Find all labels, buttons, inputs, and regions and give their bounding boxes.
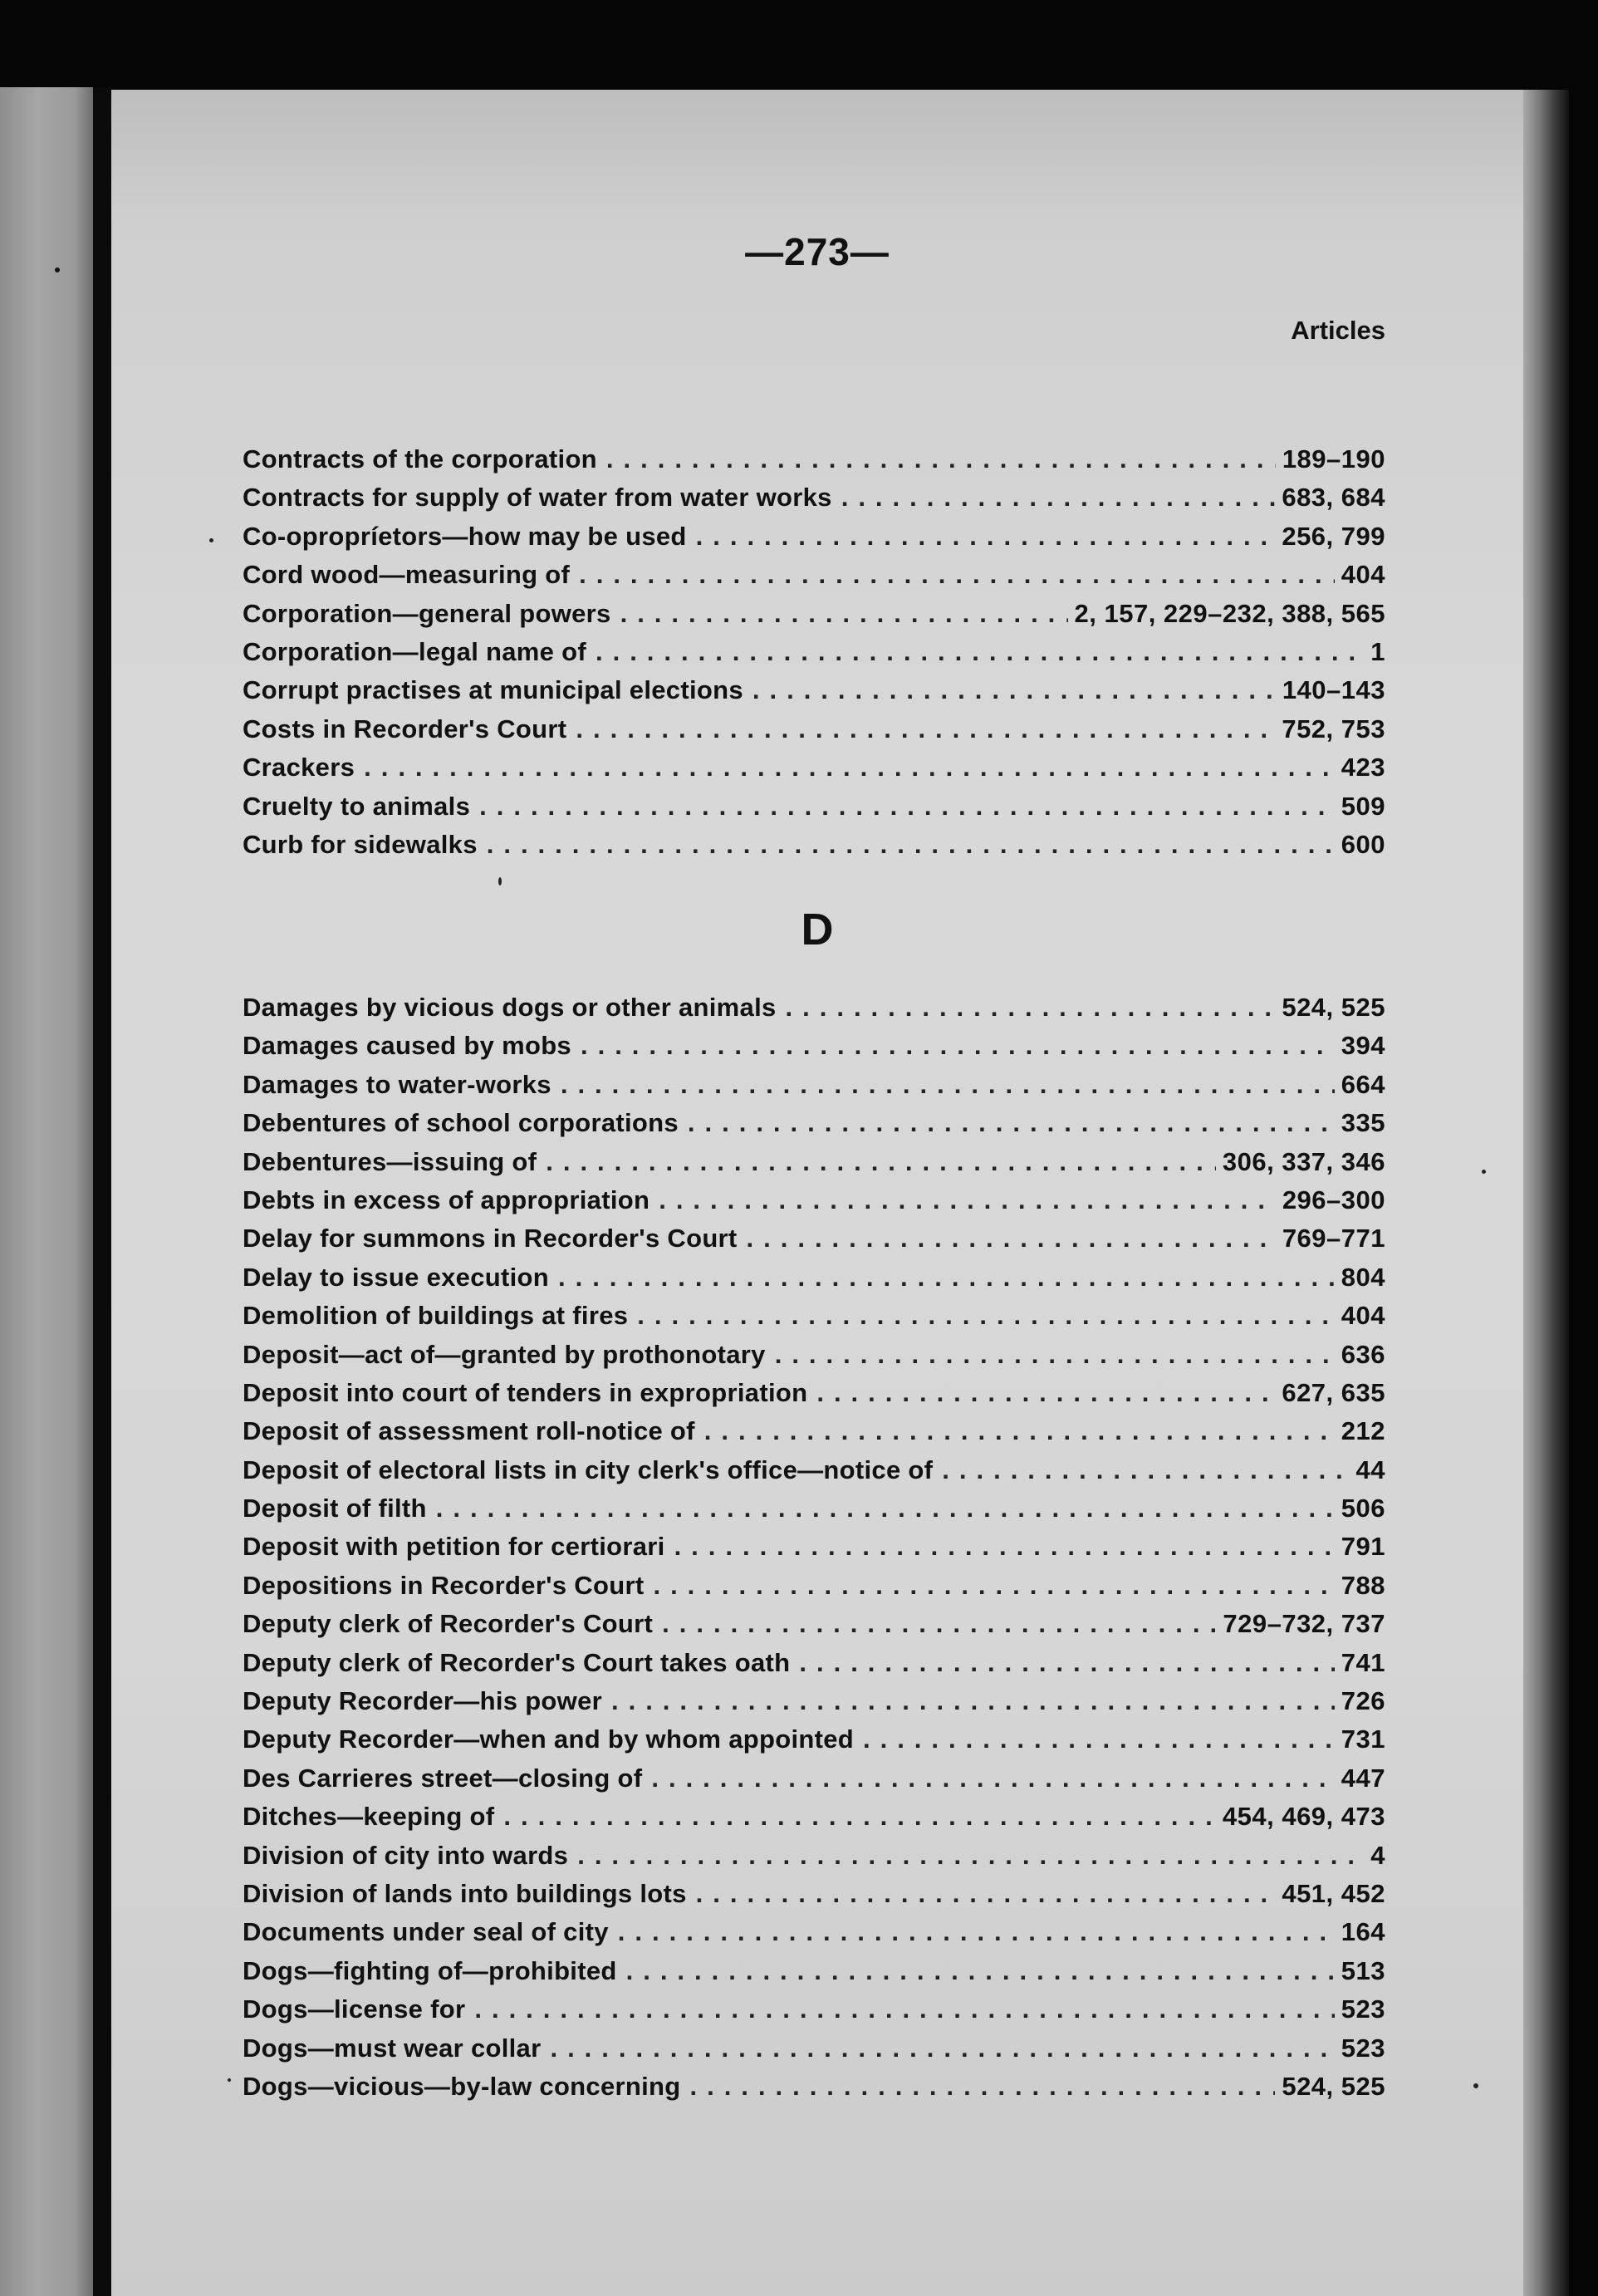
- index-entry: [243, 1185, 1385, 1224]
- index-entry: [243, 1724, 1385, 1763]
- dot-leader: [670, 1534, 1335, 1563]
- index-entry-label: Deputy clerk of Recorder's Court: [243, 1609, 654, 1639]
- scan-speck: [228, 2078, 231, 2082]
- index-entry-label: Depositions in Recorder's Court: [243, 1570, 645, 1600]
- scan-speck: [1473, 2083, 1478, 2088]
- dot-leader: [649, 1573, 1334, 1602]
- index-entry-label: Dogs—must wear collar: [243, 2033, 542, 2063]
- dot-leader: [616, 601, 1068, 630]
- article-reference: 140–143: [1282, 675, 1385, 705]
- index-entry-label: Delay to issue execution: [243, 1262, 549, 1292]
- dot-leader: [684, 1111, 1335, 1140]
- article-reference: 404: [1341, 1301, 1385, 1331]
- dot-leader: [554, 1265, 1335, 1294]
- index-entry: [243, 1263, 1385, 1301]
- index-entry-label: Contracts for supply of water from water works: [243, 483, 832, 513]
- index-entry-label: Damages by vicious dogs or other animals: [243, 993, 777, 1022]
- dot-leader: [692, 524, 1276, 553]
- dot-leader: [614, 1920, 1335, 1949]
- article-reference: 523: [1341, 2033, 1385, 2063]
- article-reference: 404: [1341, 560, 1385, 590]
- scan-speck: [209, 538, 213, 542]
- index-entry-label: Deposit—act of—granted by prothonotary: [243, 1339, 766, 1369]
- index-entry-label: Deputy Recorder—his power: [243, 1686, 602, 1716]
- index-entry-label: Damages to water-works: [243, 1069, 551, 1099]
- article-reference: 2, 157, 229–232, 388, 565: [1074, 598, 1385, 628]
- dot-leader: [771, 1342, 1335, 1371]
- article-reference: 804: [1341, 1262, 1385, 1292]
- article-reference: 729–732, 737: [1223, 1609, 1385, 1639]
- scan-speck: [498, 877, 502, 886]
- index-entry: [243, 714, 1385, 753]
- index-entry: [243, 1455, 1385, 1494]
- index-entry-label: Curb for sidewalks: [243, 829, 478, 859]
- index-entry: [243, 1378, 1385, 1416]
- article-reference: 600: [1341, 829, 1385, 859]
- dot-leader: [483, 832, 1335, 861]
- index-entry-label: Debentures of school corporations: [243, 1108, 679, 1138]
- index-entry-label: Dogs—vicious—by-law concerning: [243, 2071, 681, 2101]
- article-reference: 788: [1341, 1570, 1385, 1600]
- index-entry: [243, 1841, 1385, 1879]
- index-entry: [243, 1340, 1385, 1378]
- index-entry-label: Corrupt practises at municipal elections: [243, 675, 743, 705]
- index-entry-label: Deputy Recorder—when and by whom appointed: [243, 1724, 854, 1754]
- index-entry: [243, 2072, 1385, 2110]
- article-reference: 664: [1341, 1069, 1385, 1099]
- index-entry: [243, 993, 1385, 1031]
- page-right-edge: [1523, 90, 1569, 2296]
- article-reference: 394: [1341, 1031, 1385, 1061]
- dot-leader: [576, 1033, 1335, 1062]
- index-entry: [243, 792, 1385, 830]
- index-entry-label: Contracts of the corporation: [243, 444, 597, 473]
- index-entry-label: Division of lands into buildings lots: [243, 1878, 687, 1908]
- article-reference: 627, 635: [1282, 1377, 1385, 1407]
- dot-leader: [432, 1496, 1335, 1525]
- dot-leader: [591, 640, 1364, 669]
- article-reference: 506: [1341, 1494, 1385, 1523]
- article-reference: 523: [1341, 1994, 1385, 2024]
- section-letter-heading: D: [801, 905, 834, 954]
- index-entry: [243, 444, 1385, 483]
- dot-leader: [622, 1959, 1335, 1988]
- index-entry: [243, 1532, 1385, 1570]
- dot-leader: [499, 1804, 1215, 1833]
- dot-leader: [360, 755, 1335, 784]
- article-reference: 164: [1341, 1917, 1385, 1947]
- dot-leader: [647, 1766, 1334, 1795]
- article-reference: 212: [1341, 1416, 1385, 1446]
- article-reference: 731: [1341, 1724, 1385, 1754]
- index-page: [111, 90, 1523, 2296]
- index-entry: [243, 1994, 1385, 2033]
- index-entry-label: Ditches—keeping of: [243, 1802, 495, 1832]
- index-entry: [243, 1147, 1385, 1185]
- dot-leader: [575, 562, 1335, 591]
- dot-leader: [546, 2036, 1334, 2065]
- article-reference: 423: [1341, 753, 1385, 783]
- article-reference: 769–771: [1282, 1224, 1385, 1253]
- index-entry-label: Costs in Recorder's Court: [243, 714, 567, 743]
- index-entry: [243, 1956, 1385, 1994]
- index-entry: [243, 1224, 1385, 1262]
- index-entry-label: Deposit of assessment roll-notice of: [243, 1416, 695, 1446]
- index-entry: [243, 753, 1385, 791]
- dot-leader: [748, 678, 1276, 707]
- index-entry-label: Deposit with petition for certiorari: [243, 1532, 665, 1562]
- index-section-d: [243, 993, 1385, 2110]
- scan-speck: [1482, 1170, 1486, 1174]
- index-entry: [243, 1764, 1385, 1802]
- index-entry: [243, 1879, 1385, 1917]
- index-entry-label: Documents under seal of city: [243, 1917, 609, 1947]
- dot-leader: [542, 1150, 1216, 1179]
- index-entry: [243, 599, 1385, 637]
- dot-leader: [700, 1419, 1335, 1448]
- article-reference: 741: [1341, 1647, 1385, 1677]
- article-reference: 256, 799: [1282, 521, 1385, 551]
- adjacent-page-edge: [0, 87, 93, 2296]
- dot-leader: [573, 1843, 1364, 1872]
- index-entry-label: Demolition of buildings at fires: [243, 1301, 629, 1331]
- index-entry: [243, 1031, 1385, 1069]
- index-entry: [243, 1301, 1385, 1339]
- page-number: —273—: [745, 230, 890, 273]
- index-entry: [243, 1917, 1385, 1955]
- index-entry: [243, 637, 1385, 675]
- article-reference: 447: [1341, 1763, 1385, 1793]
- dot-leader: [602, 447, 1276, 476]
- index-entry: [243, 1648, 1385, 1686]
- index-entry: [243, 483, 1385, 521]
- article-reference: 636: [1341, 1339, 1385, 1369]
- index-entry-label: Dogs—license for: [243, 1994, 466, 2024]
- article-reference: 189–190: [1282, 444, 1385, 473]
- index-entry: [243, 1070, 1385, 1108]
- dot-leader: [556, 1072, 1335, 1101]
- article-reference: 524, 525: [1282, 2071, 1385, 2101]
- index-entry-label: Deposit of electoral lists in city clerk's office—notice of: [243, 1455, 934, 1484]
- dot-leader: [782, 995, 1276, 1024]
- article-reference: 335: [1341, 1108, 1385, 1138]
- index-entry: [243, 1686, 1385, 1724]
- dot-leader: [571, 717, 1275, 746]
- dot-leader: [633, 1303, 1334, 1332]
- index-entry-label: Deposit into court of tenders in expropriation: [243, 1377, 808, 1407]
- article-reference: 752, 753: [1282, 714, 1385, 743]
- article-reference: 451, 452: [1282, 1878, 1385, 1908]
- index-entry-label: Debts in excess of appropriation: [243, 1185, 650, 1214]
- index-entry-label: Cord wood—measuring of: [243, 560, 571, 590]
- dot-leader: [658, 1612, 1216, 1641]
- index-entry-label: Deputy clerk of Recorder's Court takes oath: [243, 1647, 791, 1677]
- index-entry: [243, 830, 1385, 868]
- index-entry-label: Co-opropríetors—how may be used: [243, 521, 687, 551]
- book-gutter: [93, 87, 111, 2296]
- index-entry-label: Division of city into wards: [243, 1840, 569, 1870]
- dot-leader: [470, 1997, 1334, 2026]
- index-entry-label: Deposit of filth: [243, 1494, 427, 1523]
- index-entry: [243, 1571, 1385, 1609]
- article-reference: 306, 337, 346: [1222, 1146, 1385, 1176]
- index-entry-label: Cruelty to animals: [243, 791, 471, 821]
- article-reference: 513: [1341, 1955, 1385, 1985]
- dot-leader: [938, 1458, 1349, 1487]
- index-entry: [243, 560, 1385, 598]
- index-entry-label: Dogs—fighting of—prohibited: [243, 1955, 617, 1985]
- dot-leader: [475, 794, 1335, 823]
- index-entry-label: Delay for summons in Recorder's Court: [243, 1224, 738, 1253]
- article-reference: 726: [1341, 1686, 1385, 1716]
- index-entry: [243, 1609, 1385, 1647]
- dot-leader: [654, 1188, 1276, 1217]
- article-reference: 44: [1355, 1455, 1385, 1484]
- dot-leader: [692, 1881, 1276, 1911]
- article-reference: 524, 525: [1282, 993, 1385, 1022]
- index-entry: [243, 1802, 1385, 1840]
- dot-leader: [795, 1651, 1334, 1680]
- index-entry: [243, 522, 1385, 560]
- article-reference: 4: [1370, 1840, 1385, 1870]
- index-entry-label: Damages caused by mobs: [243, 1031, 571, 1061]
- dot-leader: [859, 1727, 1335, 1756]
- dot-leader: [607, 1689, 1335, 1718]
- index-entry: [243, 1108, 1385, 1146]
- article-reference: 683, 684: [1282, 483, 1385, 513]
- dot-leader: [812, 1381, 1275, 1410]
- dot-leader: [743, 1226, 1276, 1255]
- index-section-c: [243, 444, 1385, 868]
- index-entry-label: Debentures—issuing of: [243, 1146, 537, 1176]
- index-entry-label: Corporation—legal name of: [243, 636, 586, 666]
- index-entry: [243, 2034, 1385, 2072]
- article-reference: 296–300: [1282, 1185, 1385, 1214]
- index-entry: [243, 1416, 1385, 1455]
- article-reference: 454, 469, 473: [1222, 1802, 1385, 1832]
- article-reference: 509: [1341, 791, 1385, 821]
- dot-leader: [685, 2074, 1275, 2103]
- article-reference: 1: [1370, 636, 1385, 666]
- scan-speck: [55, 267, 60, 272]
- index-entry-label: Crackers: [243, 753, 355, 783]
- index-entry: [243, 675, 1385, 714]
- article-reference: 791: [1341, 1532, 1385, 1562]
- dot-leader: [837, 485, 1276, 514]
- index-entry-label: Des Carrieres street—closing of: [243, 1763, 643, 1793]
- articles-column-header: Articles: [1291, 316, 1385, 345]
- index-entry-label: Corporation—general powers: [243, 598, 611, 628]
- index-entry: [243, 1494, 1385, 1532]
